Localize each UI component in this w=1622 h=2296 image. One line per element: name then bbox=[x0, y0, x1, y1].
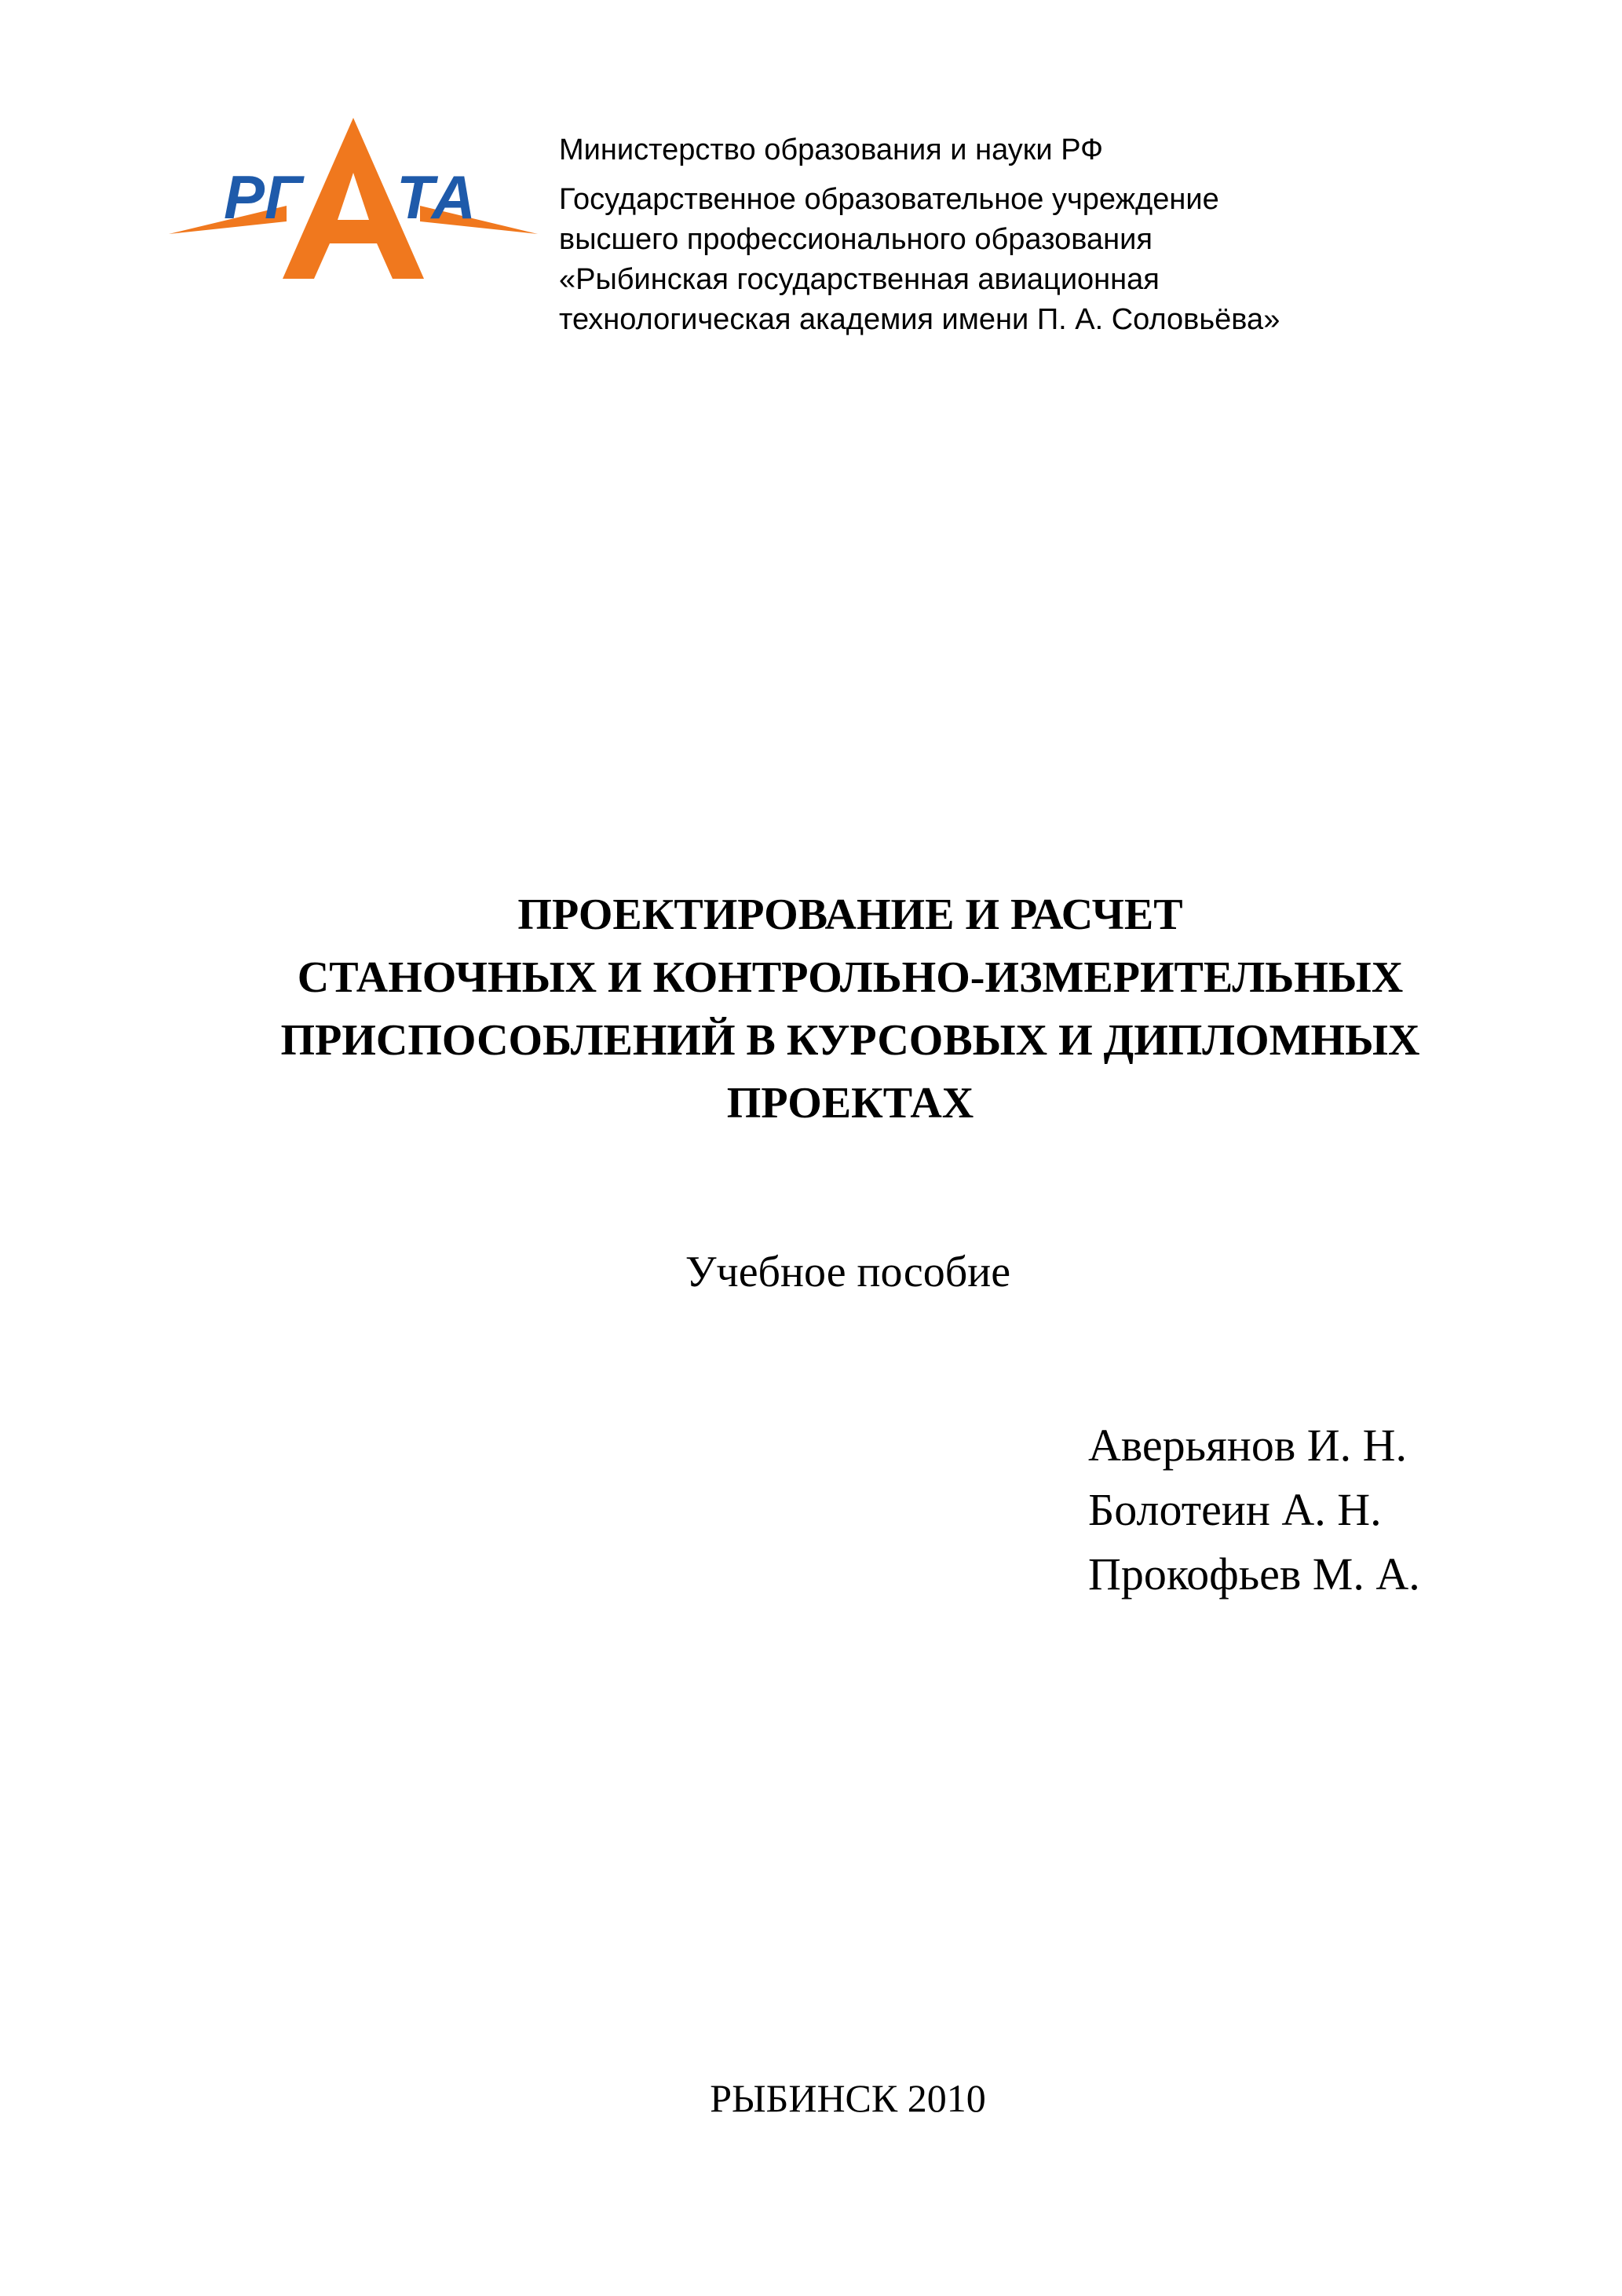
logo-letters-left: РГ bbox=[224, 163, 302, 232]
logo-letters-right: ТА bbox=[396, 163, 477, 232]
city-year: РЫБИНСК 2010 bbox=[710, 2076, 986, 2120]
author-name: Прокофьев М. А. bbox=[1088, 1548, 1420, 1600]
author-name: Аверьянов И. Н. bbox=[1088, 1420, 1407, 1471]
document-type: Учебное пособие bbox=[685, 1248, 1011, 1296]
title-line: ПРОЕКТИРОВАНИЕ И РАСЧЕТ bbox=[517, 890, 1183, 939]
institution-line: высшего профессионального образования bbox=[559, 223, 1153, 256]
institution-line: «Рыбинская государственная авиационная bbox=[559, 263, 1160, 296]
logo-text: РГАТА bbox=[169, 118, 171, 119]
institution-line: технологическая академия имени П. А. Соловьёва» bbox=[559, 303, 1280, 336]
institution-header bbox=[559, 130, 1501, 340]
document-title bbox=[79, 883, 1622, 1135]
title-line: ПРОЕКТАХ bbox=[726, 1079, 974, 1128]
title-line: ПРИСПОСОБЛЕНИЙ В КУРСОВЫХ И ДИПЛОМНЫХ bbox=[280, 1016, 1420, 1065]
institution-name bbox=[559, 180, 1501, 340]
authors-list bbox=[1088, 1413, 1591, 1607]
ministry-name: Министерство образования и науки РФ bbox=[559, 133, 1103, 166]
title-line: СТАНОЧНЫХ И КОНТРОЛЬНО-ИЗМЕРИТЕЛЬНЫХ bbox=[297, 953, 1404, 1002]
institution-line: Государственное образовательное учреждение bbox=[559, 183, 1219, 216]
rgata-logo bbox=[169, 118, 538, 294]
author-name: Болотеин А. Н. bbox=[1088, 1484, 1382, 1535]
